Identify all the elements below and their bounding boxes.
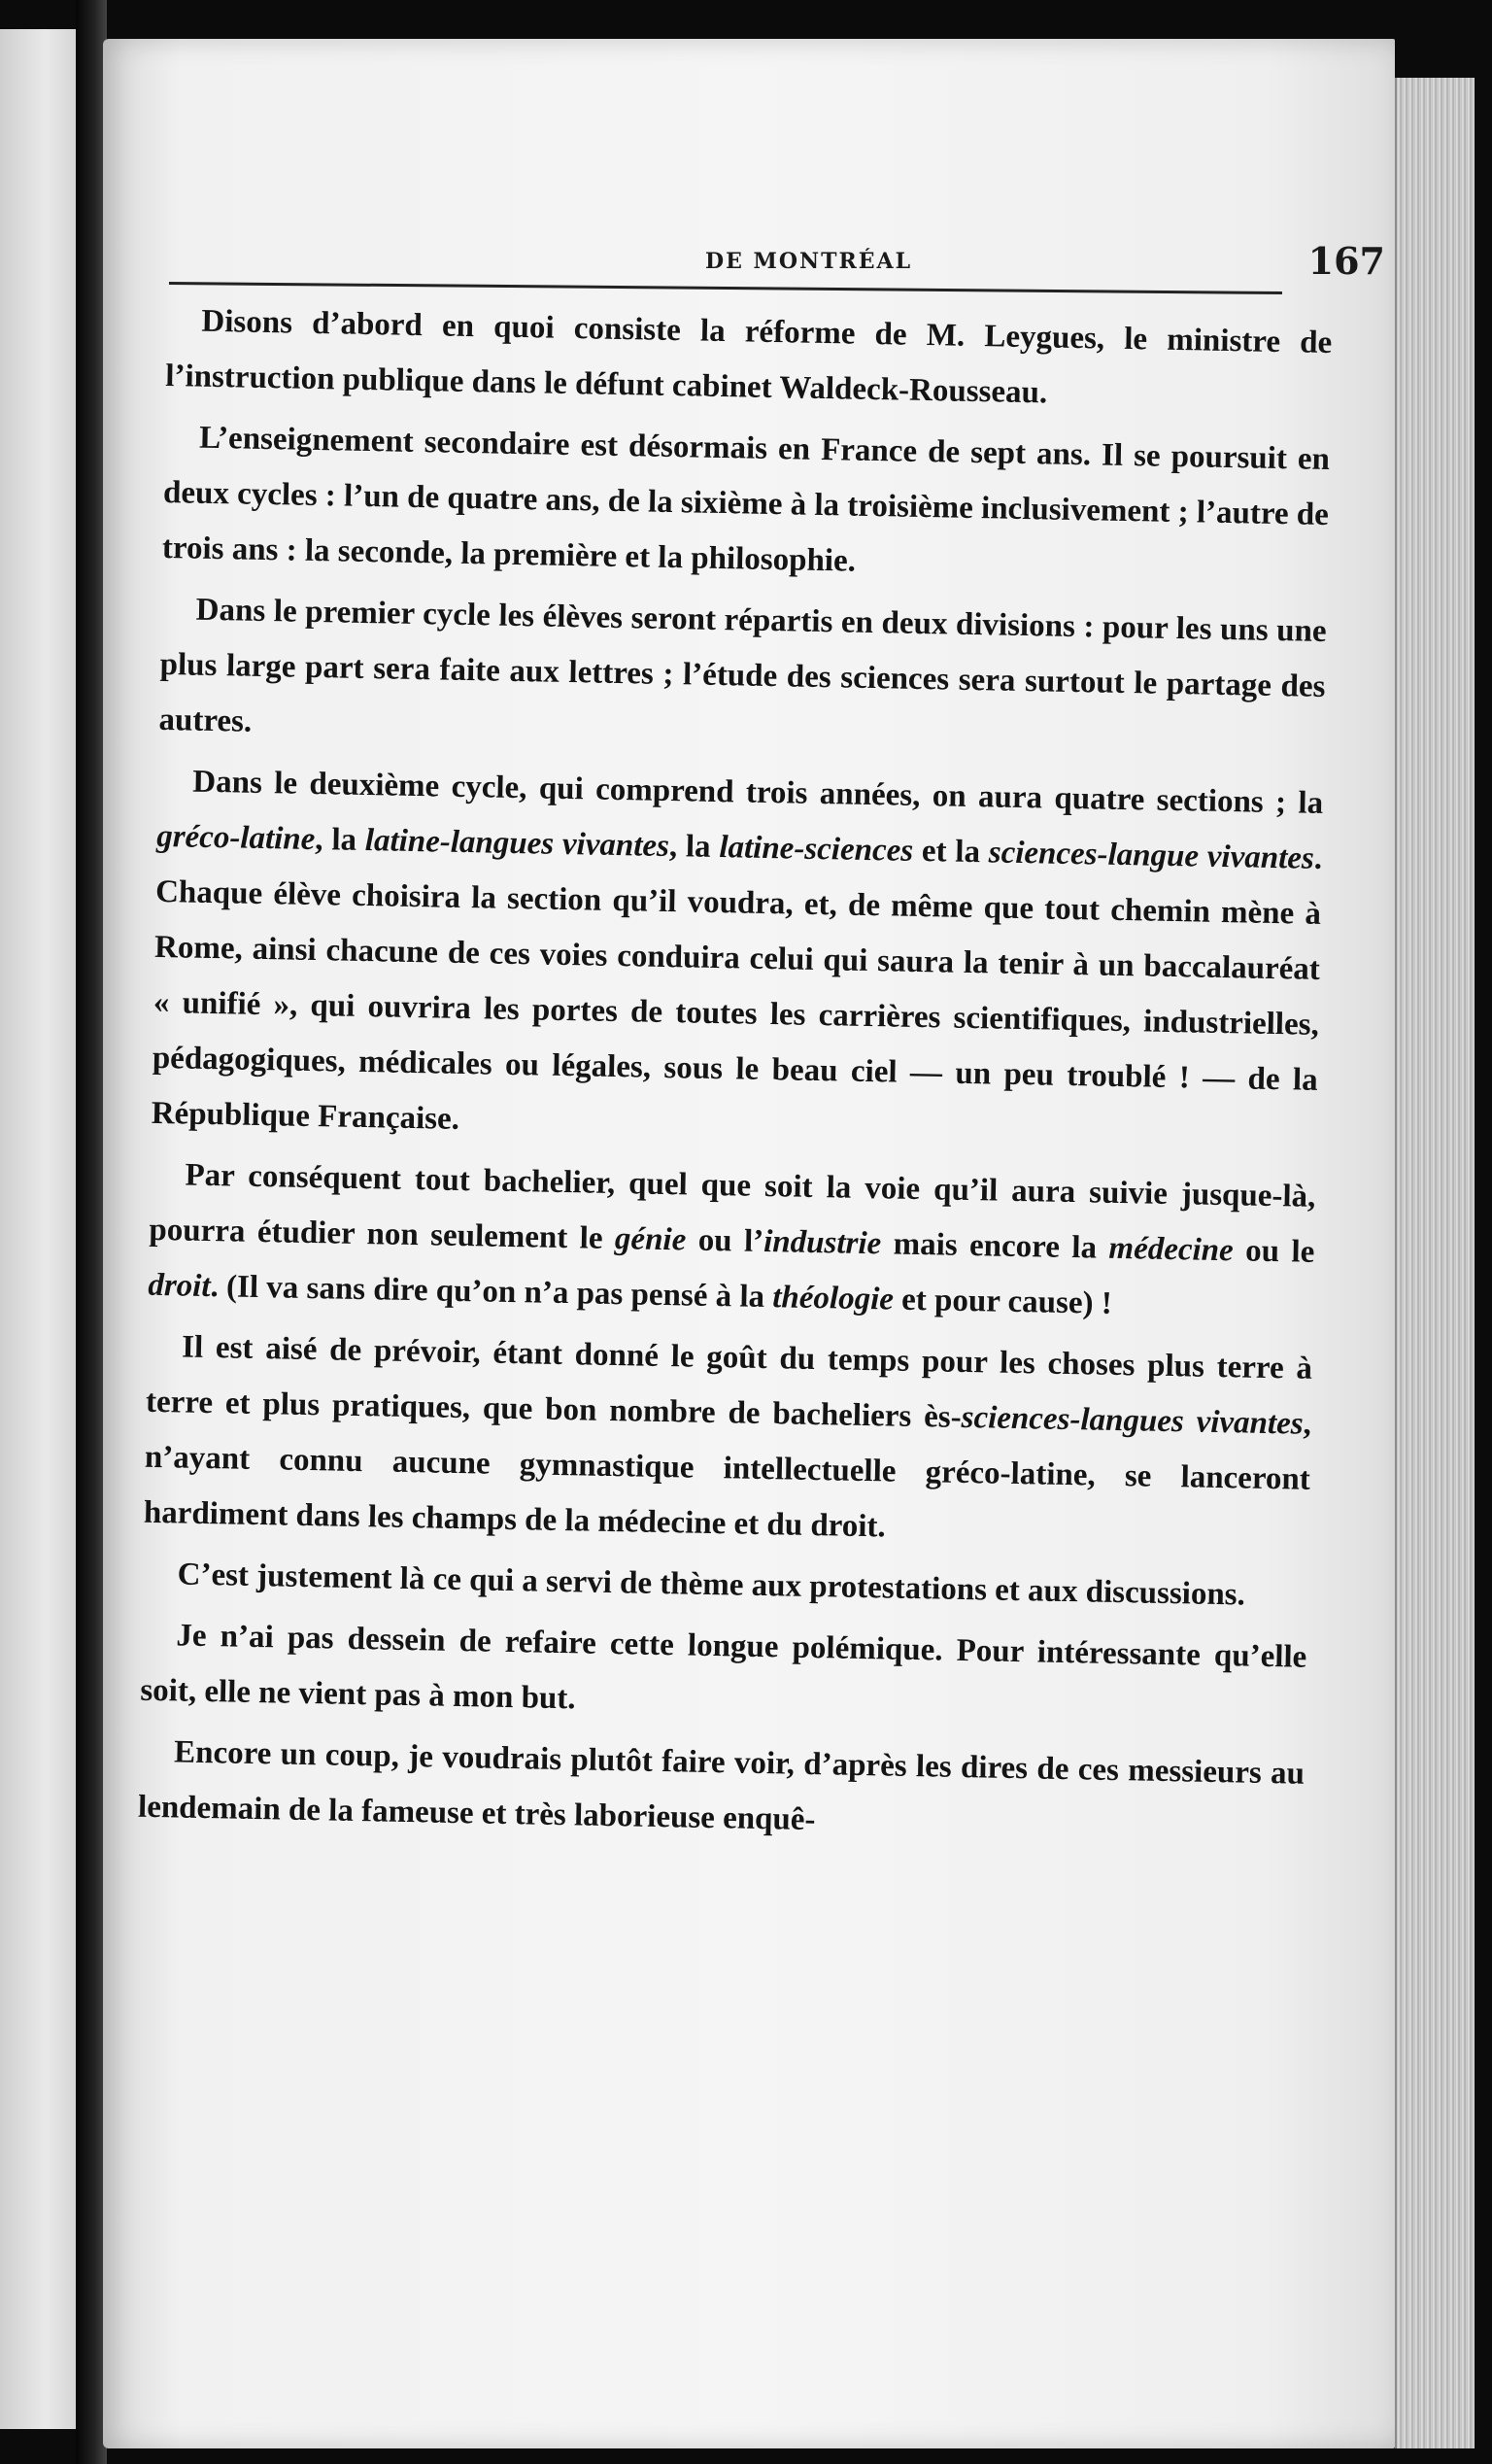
italic-text: théologie — [771, 1280, 895, 1318]
text-run: Disons d’abord en quoi consiste la réforme de M. Leygues, le ministre de l’instruction publique dans le défunt cabinet Waldeck-Rousseau. — [165, 303, 1333, 411]
text-run: Encore un coup, je voudrais plutôt faire voir, d’après les dires de ces messieurs au lendemain de la fameuse et très laborieuse enquê- — [137, 1734, 1306, 1838]
italic-text: sciences-langues vivantes — [961, 1399, 1304, 1442]
text-run: ou l’ — [685, 1222, 764, 1259]
italic-text: génie — [614, 1221, 687, 1258]
italic-text: gréco-latine — [155, 818, 316, 858]
text-run: L’enseignement secondaire est désormais en France de sept ans. Il se poursuit en deux cycles : l’un de quatre ans, de la sixième à la troisième inclusivement ; l’autre de trois ans : la seconde, la première et la philosophie. — [161, 420, 1331, 579]
italic-text: droit — [148, 1267, 211, 1305]
text-run: , n’ayant connu aucune gymnastique intellectuelle gréco-latine, se lanceront hardiment dans les champs de la médecine et du droit. — [143, 1406, 1312, 1545]
italic-text: médecine — [1108, 1230, 1235, 1269]
paragraph — [148, 1147, 1316, 1336]
text-run: . Chaque élève choisira la section qu’il voudra, et, de même que tout chemin mène à Rome, ainsi chacune de ces voies conduira celui qui saura la tenir à un baccalauréat « unifié », qui ouvrira les portes de toutes les carrières scientifiques, industrielles, pédagogiques, médicales ou légales, sous le beau ciel — un peu troublé ! — de la République Française. — [151, 840, 1323, 1137]
text-run: Je n’ai pas dessein de refaire cette longue polémique. Pour intéressante qu’elle soit, elle ne vient pas à mon but. — [140, 1618, 1307, 1717]
text-run: Dans le deuxième cycle, qui comprend trois années, on aura quatre sections ; la — [192, 764, 1324, 821]
book-page — [103, 39, 1395, 2448]
text-run: et la — [912, 833, 990, 871]
italic-text: latine-sciences — [719, 830, 914, 869]
body-text — [138, 293, 1333, 1858]
text-run: ou le — [1233, 1233, 1315, 1270]
text-run: C’est justement là ce qui a servi de thème aux protestations et aux discussions. — [177, 1557, 1246, 1613]
text-run: Dans le premier cycle les élèves seront répartis en deux divisions : pour les uns une plus large part sera faite aux lettres ; l’étude des sciences sera surtout le partage des autres. — [158, 592, 1327, 739]
paragraph — [158, 582, 1327, 770]
paragraph — [140, 1608, 1307, 1741]
page-header — [161, 214, 1385, 291]
text-run: . (Il va sans dire qu’on n’a pas pensé à la — [210, 1269, 773, 1316]
paragraph — [151, 754, 1323, 1164]
text-run: et pour cause) ! — [893, 1282, 1113, 1321]
paragraph — [143, 1319, 1312, 1563]
page-number: 167 — [1307, 239, 1385, 283]
text-run: Par conséquent tout bachelier, quel que soit la voie qu’il aura suivie jusque-là, pourra étudier non seulement le — [149, 1157, 1316, 1257]
paragraph — [138, 1725, 1306, 1858]
page-stack-edge — [1395, 78, 1475, 2448]
text-run: mais encore la — [880, 1226, 1109, 1266]
text-run: , la — [315, 822, 366, 859]
italic-text: sciences-langue vivantes — [988, 835, 1315, 876]
paragraph — [165, 293, 1333, 427]
running-title: DE MONTRÉAL — [705, 249, 913, 274]
paragraph — [161, 410, 1330, 599]
text-run: Il est aisé de prévoir, étant donné le goût du temps pour les choses plus terre à terre et plus pratiques, que bon nombre de bacheliers ès- — [145, 1329, 1313, 1435]
previous-page-edge — [0, 29, 79, 2429]
text-run: , la — [668, 829, 720, 866]
italic-text: industrie — [763, 1223, 882, 1262]
italic-text: latine-langues vivantes — [364, 823, 670, 865]
